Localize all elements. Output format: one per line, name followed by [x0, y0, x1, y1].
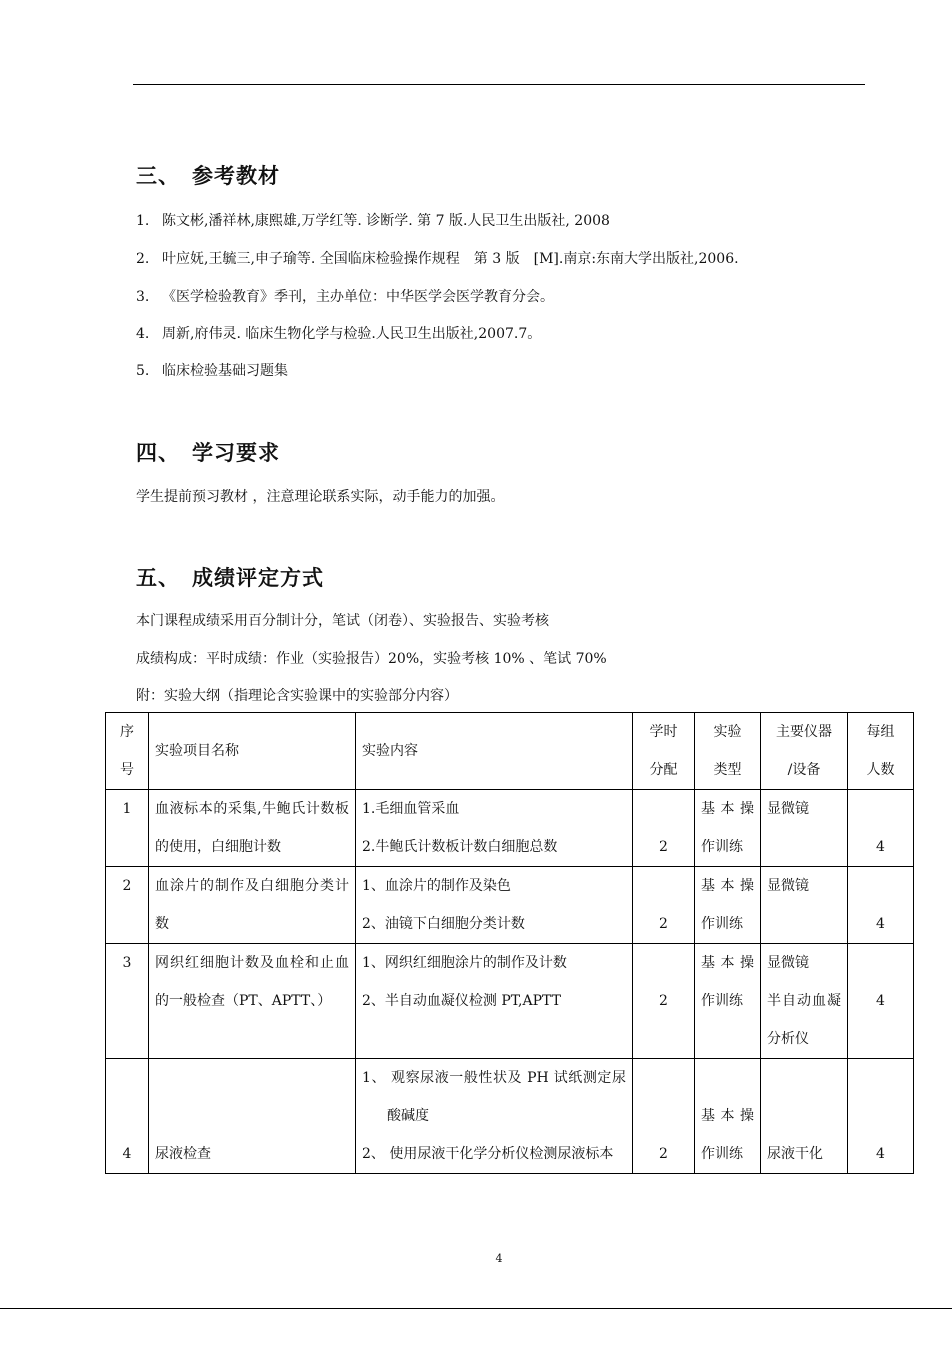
- cell-equipment: 尿液干化: [761, 1059, 848, 1174]
- cell-seq: 2: [106, 867, 149, 944]
- reference-item: 2. 叶应妩,王毓三,申子瑜等. 全国临床检验操作规程 第 3 版 [M].南京:东南大学出版社,2006.: [136, 251, 739, 267]
- table-row: [106, 1059, 914, 1174]
- cell-content: 1、网织红细胞涂片的制作及计数 2、半自动血凝仪检测 PT,APTT: [356, 944, 633, 1059]
- cell-equipment: 显微镜: [761, 790, 848, 867]
- cell-content: 1、 观察尿液一般性状及 PH 试纸测定尿酸碱度 2、 使用尿液干化学分析仪检测尿液标本: [356, 1059, 633, 1174]
- header-group: 每组 人数: [848, 713, 914, 790]
- cell-name: 血涂片的制作及白细胞分类计数: [149, 867, 356, 944]
- cell-name: 尿液检查: [149, 1059, 356, 1174]
- cell-group: 4: [848, 944, 914, 1059]
- table-row: [106, 944, 914, 1059]
- cell-seq: 3: [106, 944, 149, 1059]
- section-number: 五、: [136, 566, 180, 590]
- requirements-text: 学生提前预习教材 ，注意理论联系实际，动手能力的加强。: [136, 489, 505, 505]
- page-number: 4: [495, 1252, 503, 1265]
- header-rule: [133, 84, 865, 85]
- grading-composition: 成绩构成：平时成绩：作业（实验报告）20%，实验考核 10% 、笔试 70%: [136, 651, 607, 667]
- header-equipment: 主要仪器 /设备: [761, 713, 848, 790]
- table-row: [106, 790, 914, 867]
- cell-type: 基本操作训练: [695, 944, 761, 1059]
- header-hours: 学时 分配: [633, 713, 695, 790]
- section-heading-requirements: [136, 437, 280, 467]
- cell-seq: 1: [106, 790, 149, 867]
- cell-hours: 2: [633, 790, 695, 867]
- section-title: 参考教材: [192, 164, 280, 188]
- cell-type: 基本操作训练: [695, 790, 761, 867]
- cell-equipment: 显微镜 半自动血凝分析仪: [761, 944, 848, 1059]
- cell-hours: 2: [633, 867, 695, 944]
- experiment-table: [105, 712, 914, 1174]
- cell-group: 4: [848, 867, 914, 944]
- section-heading-references: [136, 160, 280, 190]
- section-number: 三、: [136, 164, 180, 188]
- table-row: [106, 867, 914, 944]
- section-number: 四、: [136, 441, 180, 465]
- header-type: 实验 类型: [695, 713, 761, 790]
- cell-group: 4: [848, 790, 914, 867]
- reference-item: 1. 陈文彬,潘祥林,康熙雄,万学红等. 诊断学. 第 7 版.人民卫生出版社, 2008: [136, 213, 610, 229]
- section-heading-grading: [136, 562, 324, 592]
- cell-name: 血液标本的采集,牛鲍氏计数板的使用，白细胞计数: [149, 790, 356, 867]
- section-title: 学习要求: [192, 441, 280, 465]
- cell-group: 4: [848, 1059, 914, 1174]
- cell-hours: 2: [633, 944, 695, 1059]
- cell-content: 1.毛细血管采血 2.牛鲍氏计数板计数白细胞总数: [356, 790, 633, 867]
- reference-item: 5. 临床检验基础习题集: [136, 363, 288, 379]
- appendix-note: 附：实验大纲（指理论含实验课中的实验部分内容）: [136, 688, 458, 704]
- cell-type: 基本操作训练: [695, 867, 761, 944]
- grading-text: 本门课程成绩采用百分制计分，笔试（闭卷）、实验报告、实验考核: [136, 613, 549, 629]
- cell-content: 1、血涂片的制作及染色 2、油镜下白细胞分类计数: [356, 867, 633, 944]
- cell-seq: 4: [106, 1059, 149, 1174]
- cell-hours: 2: [633, 1059, 695, 1174]
- header-name: 实验项目名称: [149, 713, 356, 790]
- cell-name: 网织红细胞计数及血栓和止血的一般检查（PT、APTT、）: [149, 944, 356, 1059]
- cell-type: 基本操作训练: [695, 1059, 761, 1174]
- table-header-row: [106, 713, 914, 790]
- header-content: 实验内容: [356, 713, 633, 790]
- reference-item: 3. 《医学检验教育》季刊，主办单位：中华医学会医学教育分会。: [136, 289, 554, 305]
- footer-rule: [0, 1308, 952, 1309]
- reference-item: 4. 周新,府伟灵. 临床生物化学与检验.人民卫生出版社,2007.7。: [136, 326, 542, 342]
- header-seq: 序 号: [106, 713, 149, 790]
- cell-equipment: 显微镜: [761, 867, 848, 944]
- section-title: 成绩评定方式: [192, 566, 324, 590]
